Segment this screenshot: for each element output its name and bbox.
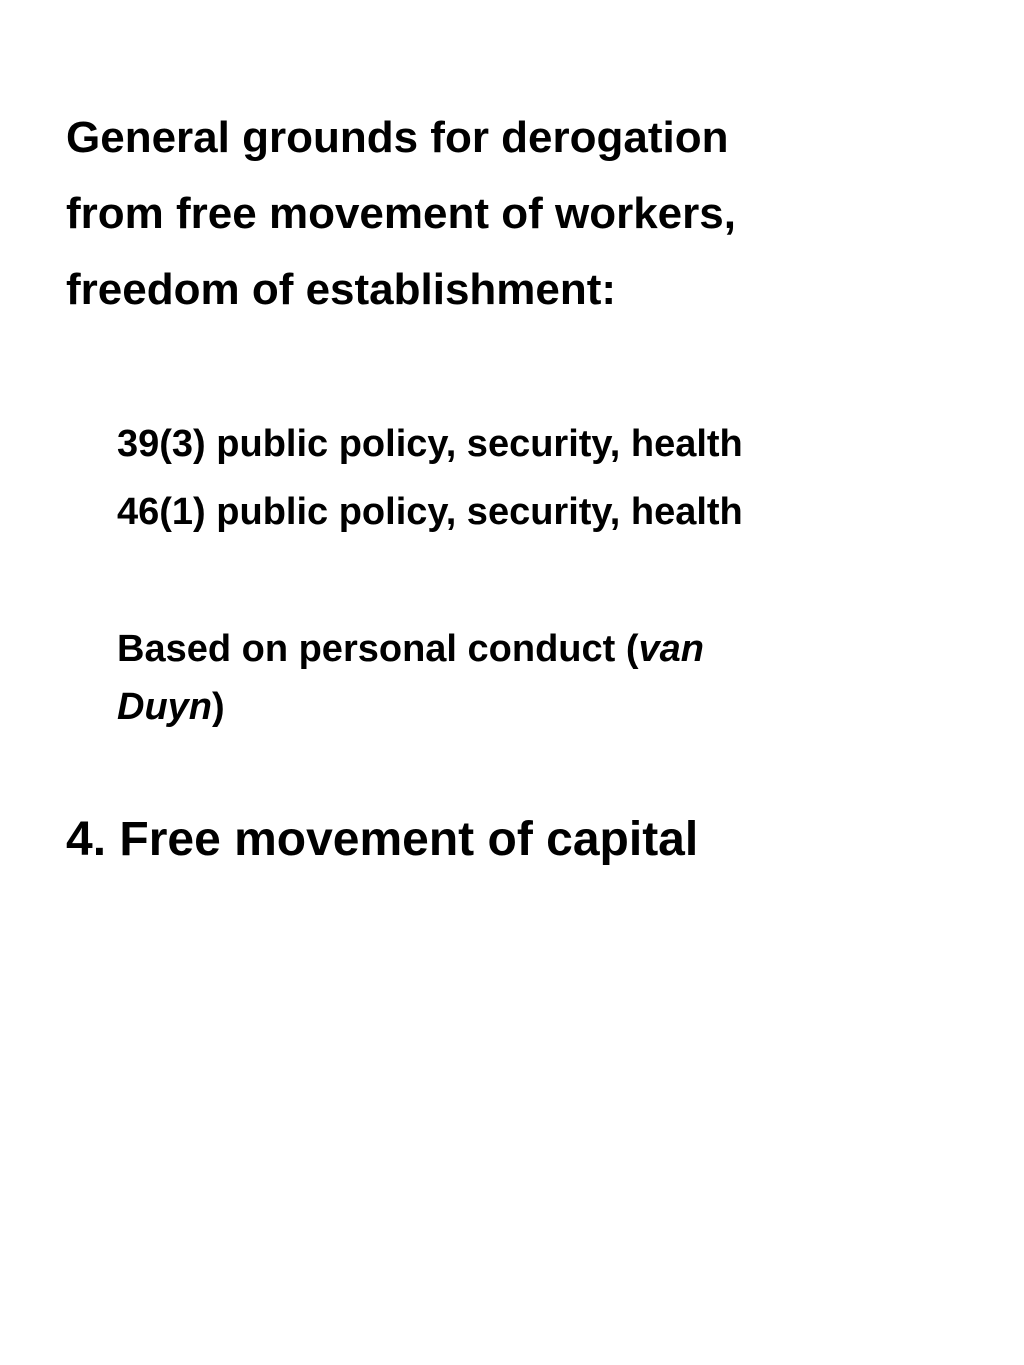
personal-conduct-note [117,620,877,736]
conduct-line-2 [117,678,877,736]
article-item-46-1: 46(1) public policy, security, health [117,491,743,533]
case-name-part-1: van [638,628,705,670]
conduct-prefix: Based on personal conduct ( [117,628,639,670]
article-item-39-3: 39(3) public policy, security, health [117,423,743,465]
slide-heading [66,100,966,328]
section-heading-capital: 4. Free movement of capital [66,813,699,866]
heading-line-3: freedom of establishment: [66,265,617,314]
article-list [117,410,977,546]
heading-line-1: General grounds for derogation [66,113,729,162]
conduct-suffix: ) [212,686,225,728]
case-name-part-2: Duyn [117,686,212,728]
conduct-line-1 [117,620,877,678]
heading-line-2: from free movement of workers, [66,189,736,238]
